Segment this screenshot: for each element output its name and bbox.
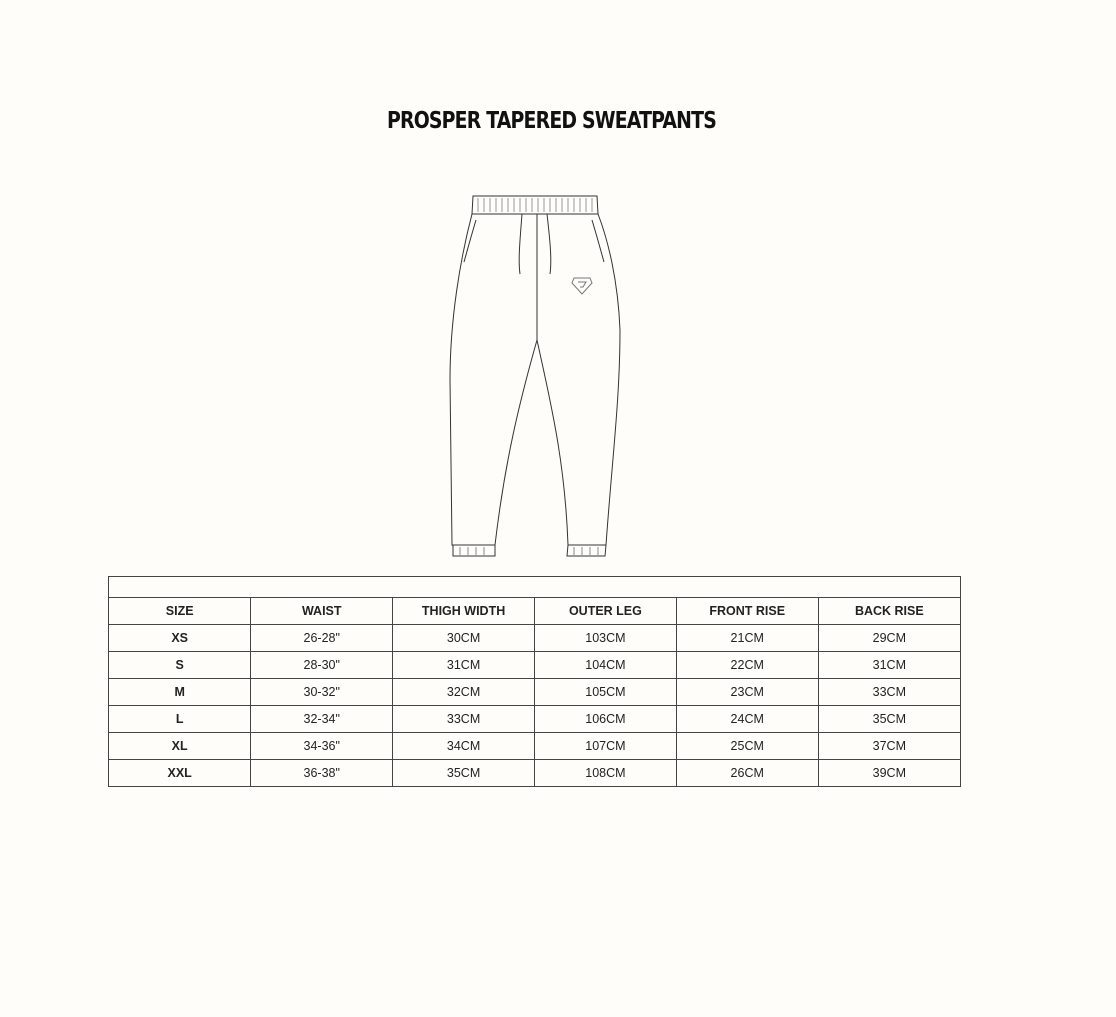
cell-waist: 28-30" [251, 652, 393, 679]
header-thigh-width: THIGH WIDTH [393, 598, 535, 625]
cell-outer-leg: 107CM [534, 733, 676, 760]
cell-thigh-width: 30CM [393, 625, 535, 652]
cell-size: L [109, 706, 251, 733]
cell-outer-leg: 108CM [534, 760, 676, 787]
cell-waist: 32-34" [251, 706, 393, 733]
cell-size: XS [109, 625, 251, 652]
cell-front-rise: 22CM [676, 652, 818, 679]
sweatpants-illustration [440, 190, 630, 565]
table-row [109, 706, 960, 733]
cell-size: XXL [109, 760, 251, 787]
cell-back-rise: 31CM [818, 652, 960, 679]
cell-front-rise: 24CM [676, 706, 818, 733]
table-row [109, 679, 960, 706]
cell-waist: 30-32" [251, 679, 393, 706]
header-front-rise: FRONT RISE [676, 598, 818, 625]
cell-back-rise: 33CM [818, 679, 960, 706]
cell-outer-leg: 103CM [534, 625, 676, 652]
cell-front-rise: 23CM [676, 679, 818, 706]
cell-outer-leg: 105CM [534, 679, 676, 706]
cell-outer-leg: 106CM [534, 706, 676, 733]
header-outer-leg: OUTER LEG [534, 598, 676, 625]
cell-size: XL [109, 733, 251, 760]
table-title-row [109, 577, 960, 598]
table-row [109, 733, 960, 760]
cell-thigh-width: 32CM [393, 679, 535, 706]
cell-thigh-width: 34CM [393, 733, 535, 760]
cell-thigh-width: 35CM [393, 760, 535, 787]
cell-back-rise: 37CM [818, 733, 960, 760]
cell-front-rise: 25CM [676, 733, 818, 760]
cell-size: M [109, 679, 251, 706]
table-row [109, 625, 960, 652]
table-row [109, 652, 960, 679]
header-size: SIZE [109, 598, 251, 625]
table-row [109, 760, 960, 787]
cell-waist: 26-28" [251, 625, 393, 652]
size-chart-table [108, 576, 961, 787]
cell-back-rise: 35CM [818, 706, 960, 733]
header-waist: WAIST [251, 598, 393, 625]
cell-front-rise: 26CM [676, 760, 818, 787]
header-back-rise: BACK RISE [818, 598, 960, 625]
table-header-row [109, 598, 960, 625]
cell-front-rise: 21CM [676, 625, 818, 652]
cell-waist: 34-36" [251, 733, 393, 760]
cell-back-rise: 29CM [818, 625, 960, 652]
cell-waist: 36-38" [251, 760, 393, 787]
product-title: PROSPER TAPERED SWEATPANTS [387, 108, 716, 134]
cell-outer-leg: 104CM [534, 652, 676, 679]
cell-thigh-width: 31CM [393, 652, 535, 679]
cell-back-rise: 39CM [818, 760, 960, 787]
cell-thigh-width: 33CM [393, 706, 535, 733]
cell-size: S [109, 652, 251, 679]
